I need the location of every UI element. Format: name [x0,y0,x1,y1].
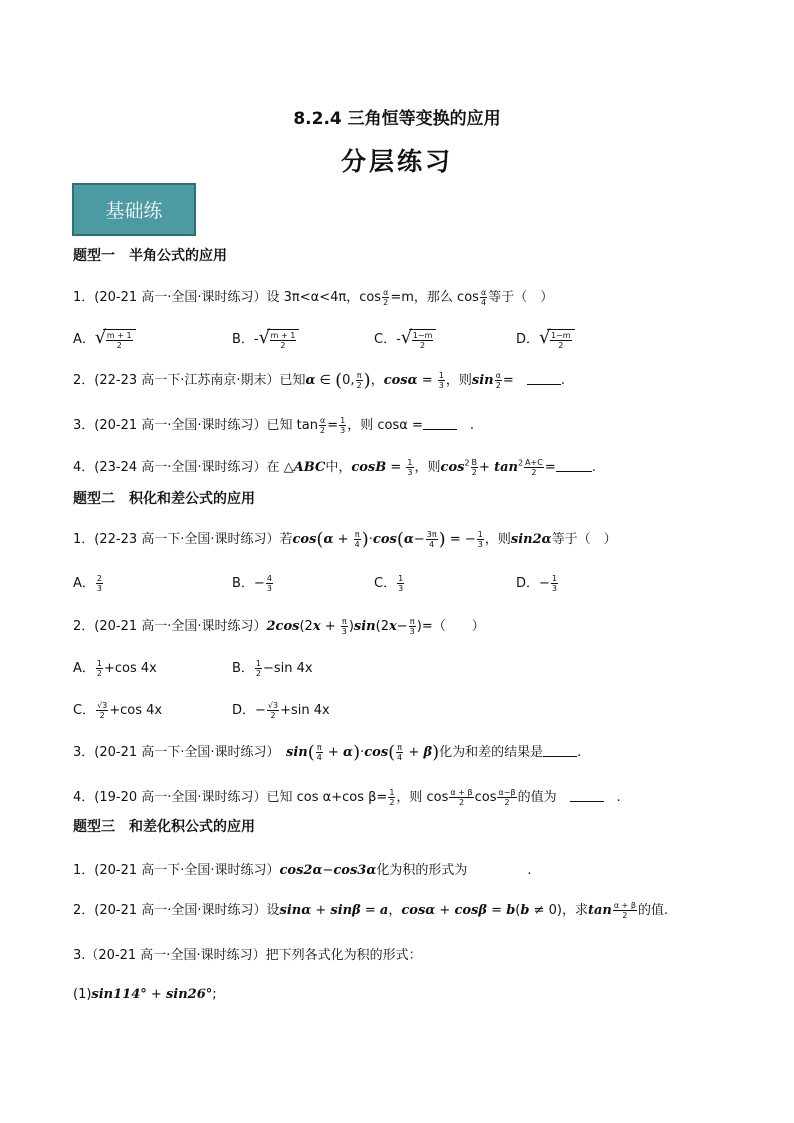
question-3-1: 1．(20-21 高一下·全国·课时练习）cos2α−cos3α化为积的形式为 . [73,863,532,878]
section-heading-3: 题型三 和差化积公式的应用 [73,819,255,835]
option-2-2-a[interactable]: A． $\frac{1}{2}$ +cos 4x [73,659,157,678]
question-3-3-1: (1)sin114° + sin26°; [73,987,217,1002]
option-2-1-b[interactable]: B．− $\frac{4}{3}$ [232,574,272,593]
option-1-1-c[interactable]: C．- √ $\frac{1-m}{2}$ [374,328,436,350]
document-title: 8.2.4 三角恒等变换的应用 [293,109,501,129]
document-subtitle: 分层练习 [340,147,453,176]
option-2-2-d[interactable]: D．− $\frac{√3}{2}$ +sin 4x [232,701,330,720]
option-2-2-c[interactable]: C． $\frac{√3}{2}$ +cos 4x [73,701,163,720]
section-heading-1: 题型一 半角公式的应用 [73,248,227,264]
answer-blank[interactable] [556,459,592,472]
option-1-1-a[interactable]: A． √ $\frac{m + 1}{2}$ [73,328,136,350]
answer-blank[interactable] [527,372,561,385]
question-2-1: 1．(22-23 高一下·全国·课时练习）若cos(α + $\frac{\pi}{4}$ )·cos(α− $\frac{3\pi}{4}$ ) = − $\frac{1}{3}$ ，则sin2α等于（ ） [73,529,617,550]
question-3-2: 2．(20-21 高一·全国·课时练习）设sinα + sinβ = a，cosα + cosβ = b(b ≠ 0)，求tan $\frac{\alpha + \beta}{2}$ 的值. [73,901,669,920]
question-3-3: 3.（20-21 高一·全国·课时练习）把下列各式化为积的形式： [73,948,422,963]
level-badge: 基础练 [72,183,196,236]
question-2-2: 2．(20-21 高一·全国·课时练习）2cos(2x + $\frac{\pi}{3}$ )sin(2x− $\frac{\pi}{3}$ )=（ ） [73,617,485,636]
question-1-1: 1．(20-21 高一·全国·课时练习）设 3π<α<4π，cos $\frac{\alpha}{2}$ =m，那么 cos $\frac{\alpha}{4}$ 等于（ ） [73,288,554,307]
option-2-1-d[interactable]: D．− $\frac{1}{3}$ [516,574,558,593]
answer-blank[interactable] [423,417,457,430]
question-1-3: 3．(20-21 高一·全国·课时练习）已知 tan $\frac{\alpha}{2}$ = $\frac{1}{3}$ ，则 cosα = . [73,416,474,435]
question-2-4: 4．(19-20 高一·全国·课时练习）已知 cos α+cos β= $\frac{1}{2}$ ，则 cos $\frac{\alpha + \beta}{2}$ cos $\frac{\alpha-\beta}{2}$ 的值为 . [73,788,621,807]
option-1-1-b[interactable]: B．- √ $\frac{m + 1}{2}$ [232,328,299,350]
answer-blank[interactable] [543,744,577,757]
option-2-1-c[interactable]: C． $\frac{1}{3}$ [374,574,404,593]
option-1-1-d[interactable]: D． √ $\frac{1-m}{2}$ [516,328,575,350]
section-heading-2: 题型二 积化和差公式的应用 [73,491,255,507]
option-2-2-b[interactable]: B． $\frac{1}{2}$ −sin 4x [232,659,313,678]
option-2-1-a[interactable]: A． $\frac{2}{3}$ [73,574,102,593]
question-1-2: 2．(22-23 高一下·江苏南京·期末）已知α ∈ (0, $\frac{\pi}{2}$ )，cosα = $\frac{1}{3}$ ，则sin $\frac{\alpha}{2}$ = . [73,370,565,391]
question-2-3: 3．(20-21 高一下·全国·课时练习） sin( $\frac{\pi}{4}$ + α)·cos( $\frac{\pi}{4}$ + β)化为和差的结果是 . [73,742,582,763]
question-1-4: 4．(23-24 高一·全国·课时练习）在 △ABC中，cosB = $\frac{1}{3}$ ，则$\cos^2$ $\frac{B}{2}$ + $\tan^2$ $\frac{A+C}{2}$ = . [73,458,596,477]
answer-blank[interactable] [570,789,604,802]
